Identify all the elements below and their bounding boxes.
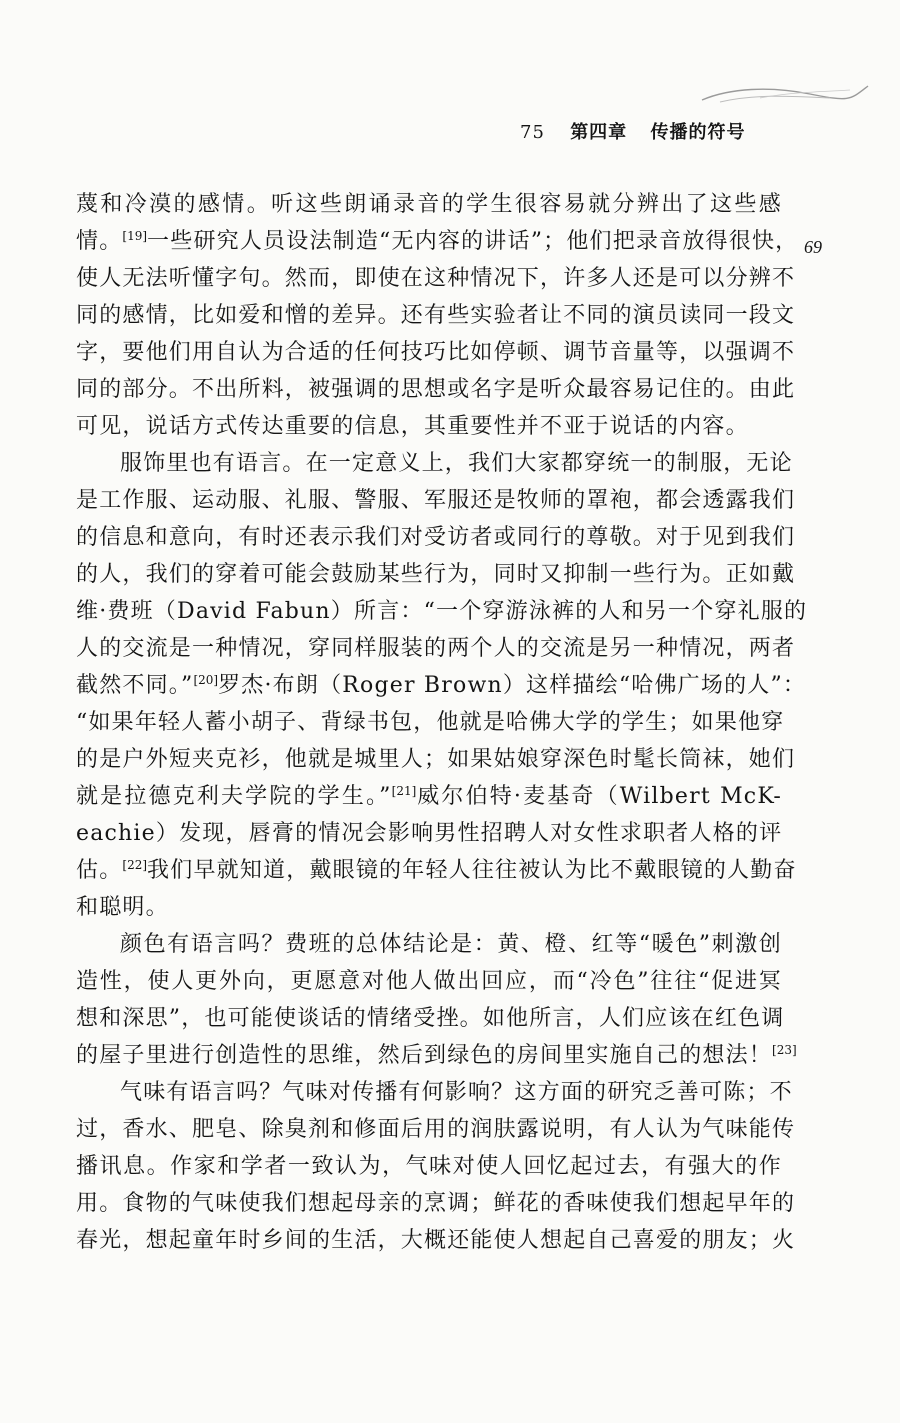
line-text: 和聪明。 [76, 895, 169, 920]
line-text: 播讯息。作家和学者一致认为，气味对使人回忆起过去，有强大的作 [76, 1154, 782, 1179]
line-text: 人的交流是一种情况，穿同样服装的两个人的交流是另一种情况，两者 [76, 636, 796, 661]
chapter-title: 传播的符号 [650, 122, 746, 143]
paragraph [76, 926, 797, 1074]
text-line [76, 852, 797, 889]
line-text: 同的部分。不出所料，被强调的思想或名字是听众最容易记住的。由此 [76, 377, 796, 402]
line-text: 字，要他们用自认为合适的任何技巧比如停顿、调节音量等，以强调不 [76, 340, 796, 365]
line-text: 可见，说话方式传达重要的信息，其重要性并不亚于说话的内容。 [76, 414, 749, 439]
line-text-continued: 威尔伯特·麦基奇（Wilbert McK- [416, 784, 782, 809]
line-text: 维·费班（David Fabun）所言：“一个穿游泳裤的人和另一个穿礼服的 [76, 599, 808, 624]
text-line [76, 482, 796, 519]
page-number: 75 [520, 122, 545, 143]
text-line [76, 556, 796, 593]
text-line [76, 1185, 796, 1222]
line-text: 颜色有语言吗？费班的总体结论是：黄、橙、红等“暖色”刺激创 [120, 932, 782, 957]
text-line [76, 704, 785, 741]
text-line [76, 1037, 797, 1074]
text-line [76, 1111, 796, 1148]
footnote-reference: [19] [122, 229, 148, 243]
line-text-continued: 一些研究人员设法制造“无内容的讲话”；他们把录音放得很快， [147, 229, 799, 254]
line-text-continued: 我们早就知道，戴眼镜的年轻人往往被认为比不戴眼镜的人勤奋 [147, 858, 797, 883]
body-text [76, 186, 808, 1259]
text-line [76, 297, 796, 334]
line-text: 气味有语言吗？气味对传播有何影响？这方面的研究乏善可陈；不 [120, 1080, 793, 1105]
text-line [76, 926, 782, 963]
line-text: 的屋子里进行创造性的思维，然后到绿色的房间里实施自己的想法！ [76, 1043, 773, 1068]
line-text: 的信息和意向，有时还表示我们对受访者或同行的尊敬。对于见到我们 [76, 525, 796, 550]
line-text: 服饰里也有语言。在一定意义上，我们大家都穿统一的制服，无论 [120, 451, 793, 476]
paragraph [76, 445, 808, 926]
running-header [520, 118, 790, 144]
text-line [76, 741, 796, 778]
margin-original-page-number: 69 [804, 237, 822, 257]
text-line [76, 186, 782, 223]
line-text: 情。 [76, 229, 123, 254]
text-line [76, 334, 796, 371]
line-text: 估。 [76, 858, 123, 883]
text-line [76, 778, 782, 815]
footnote-reference: [20] [193, 673, 219, 687]
text-line [76, 408, 782, 445]
line-text: 的是户外短夹克衫，他就是城里人；如果姑娘穿深色时髦长筒袜，她们 [76, 747, 796, 772]
line-text: 使人无法听懂字句。然而，即使在这种情况下，许多人还是可以分辨不 [76, 266, 796, 291]
line-text: 想和深思”，也可能使谈话的情绪受挫。如他所言，人们应该在红色调 [76, 1006, 785, 1031]
chapter-label: 第四章 [570, 122, 628, 143]
text-line [76, 260, 796, 297]
line-text: 蔑和冷漠的感情。听这些朗诵录音的学生很容易就分辨出了这些感 [76, 192, 782, 217]
text-line [76, 963, 782, 1000]
line-text: 同的感情，比如爱和憎的差异。还有些实验者让不同的演员读同一段文 [76, 303, 796, 328]
footnote-reference: [21] [391, 784, 417, 798]
line-text: 是工作服、运动服、礼服、警服、军服还是牧师的罩袍，都会透露我们 [76, 488, 796, 513]
text-line [76, 223, 799, 260]
text-line [76, 1074, 793, 1111]
text-line [76, 445, 793, 482]
text-line [76, 1222, 796, 1259]
line-text: eachie）发现，唇膏的情况会影响男性招聘人对女性求职者人格的评 [76, 821, 783, 846]
line-text: 过，香水、肥皂、除臭剂和修面后用的润肤露说明，有人认为气味能传 [76, 1117, 796, 1142]
line-text: 就是拉德克利夫学院的学生。” [76, 784, 392, 809]
line-text-continued: 罗杰·布朗（Roger Brown）这样描绘“哈佛广场的人”： [218, 673, 807, 698]
line-text: “如果年轻人蓄小胡子、背绿书包，他就是哈佛大学的学生；如果他穿 [76, 710, 785, 735]
text-line [76, 593, 808, 630]
text-line [76, 815, 782, 852]
text-line [76, 889, 782, 926]
text-line [76, 371, 796, 408]
footnote-reference: [23] [772, 1043, 797, 1057]
text-line [76, 667, 807, 704]
line-text: 造性，使人更外向，更愿意对他人做出回应，而“冷色”往往“促进冥 [76, 969, 782, 994]
paragraph [76, 1074, 796, 1259]
text-line [76, 519, 796, 556]
text-line [76, 1148, 782, 1185]
line-text: 截然不同。” [76, 673, 194, 698]
text-line [76, 1000, 785, 1037]
footnote-reference: [22] [122, 858, 148, 872]
header-flourish-ornament [700, 78, 870, 118]
paragraph [76, 186, 799, 445]
line-text: 的人，我们的穿着可能会鼓励某些行为，同时又抑制一些行为。正如戴 [76, 562, 796, 587]
text-line [76, 630, 796, 667]
line-text: 春光，想起童年时乡间的生活，大概还能使人想起自己喜爱的朋友；火 [76, 1228, 796, 1253]
line-text: 用。食物的气味使我们想起母亲的烹调；鲜花的香味使我们想起早年的 [76, 1191, 796, 1216]
